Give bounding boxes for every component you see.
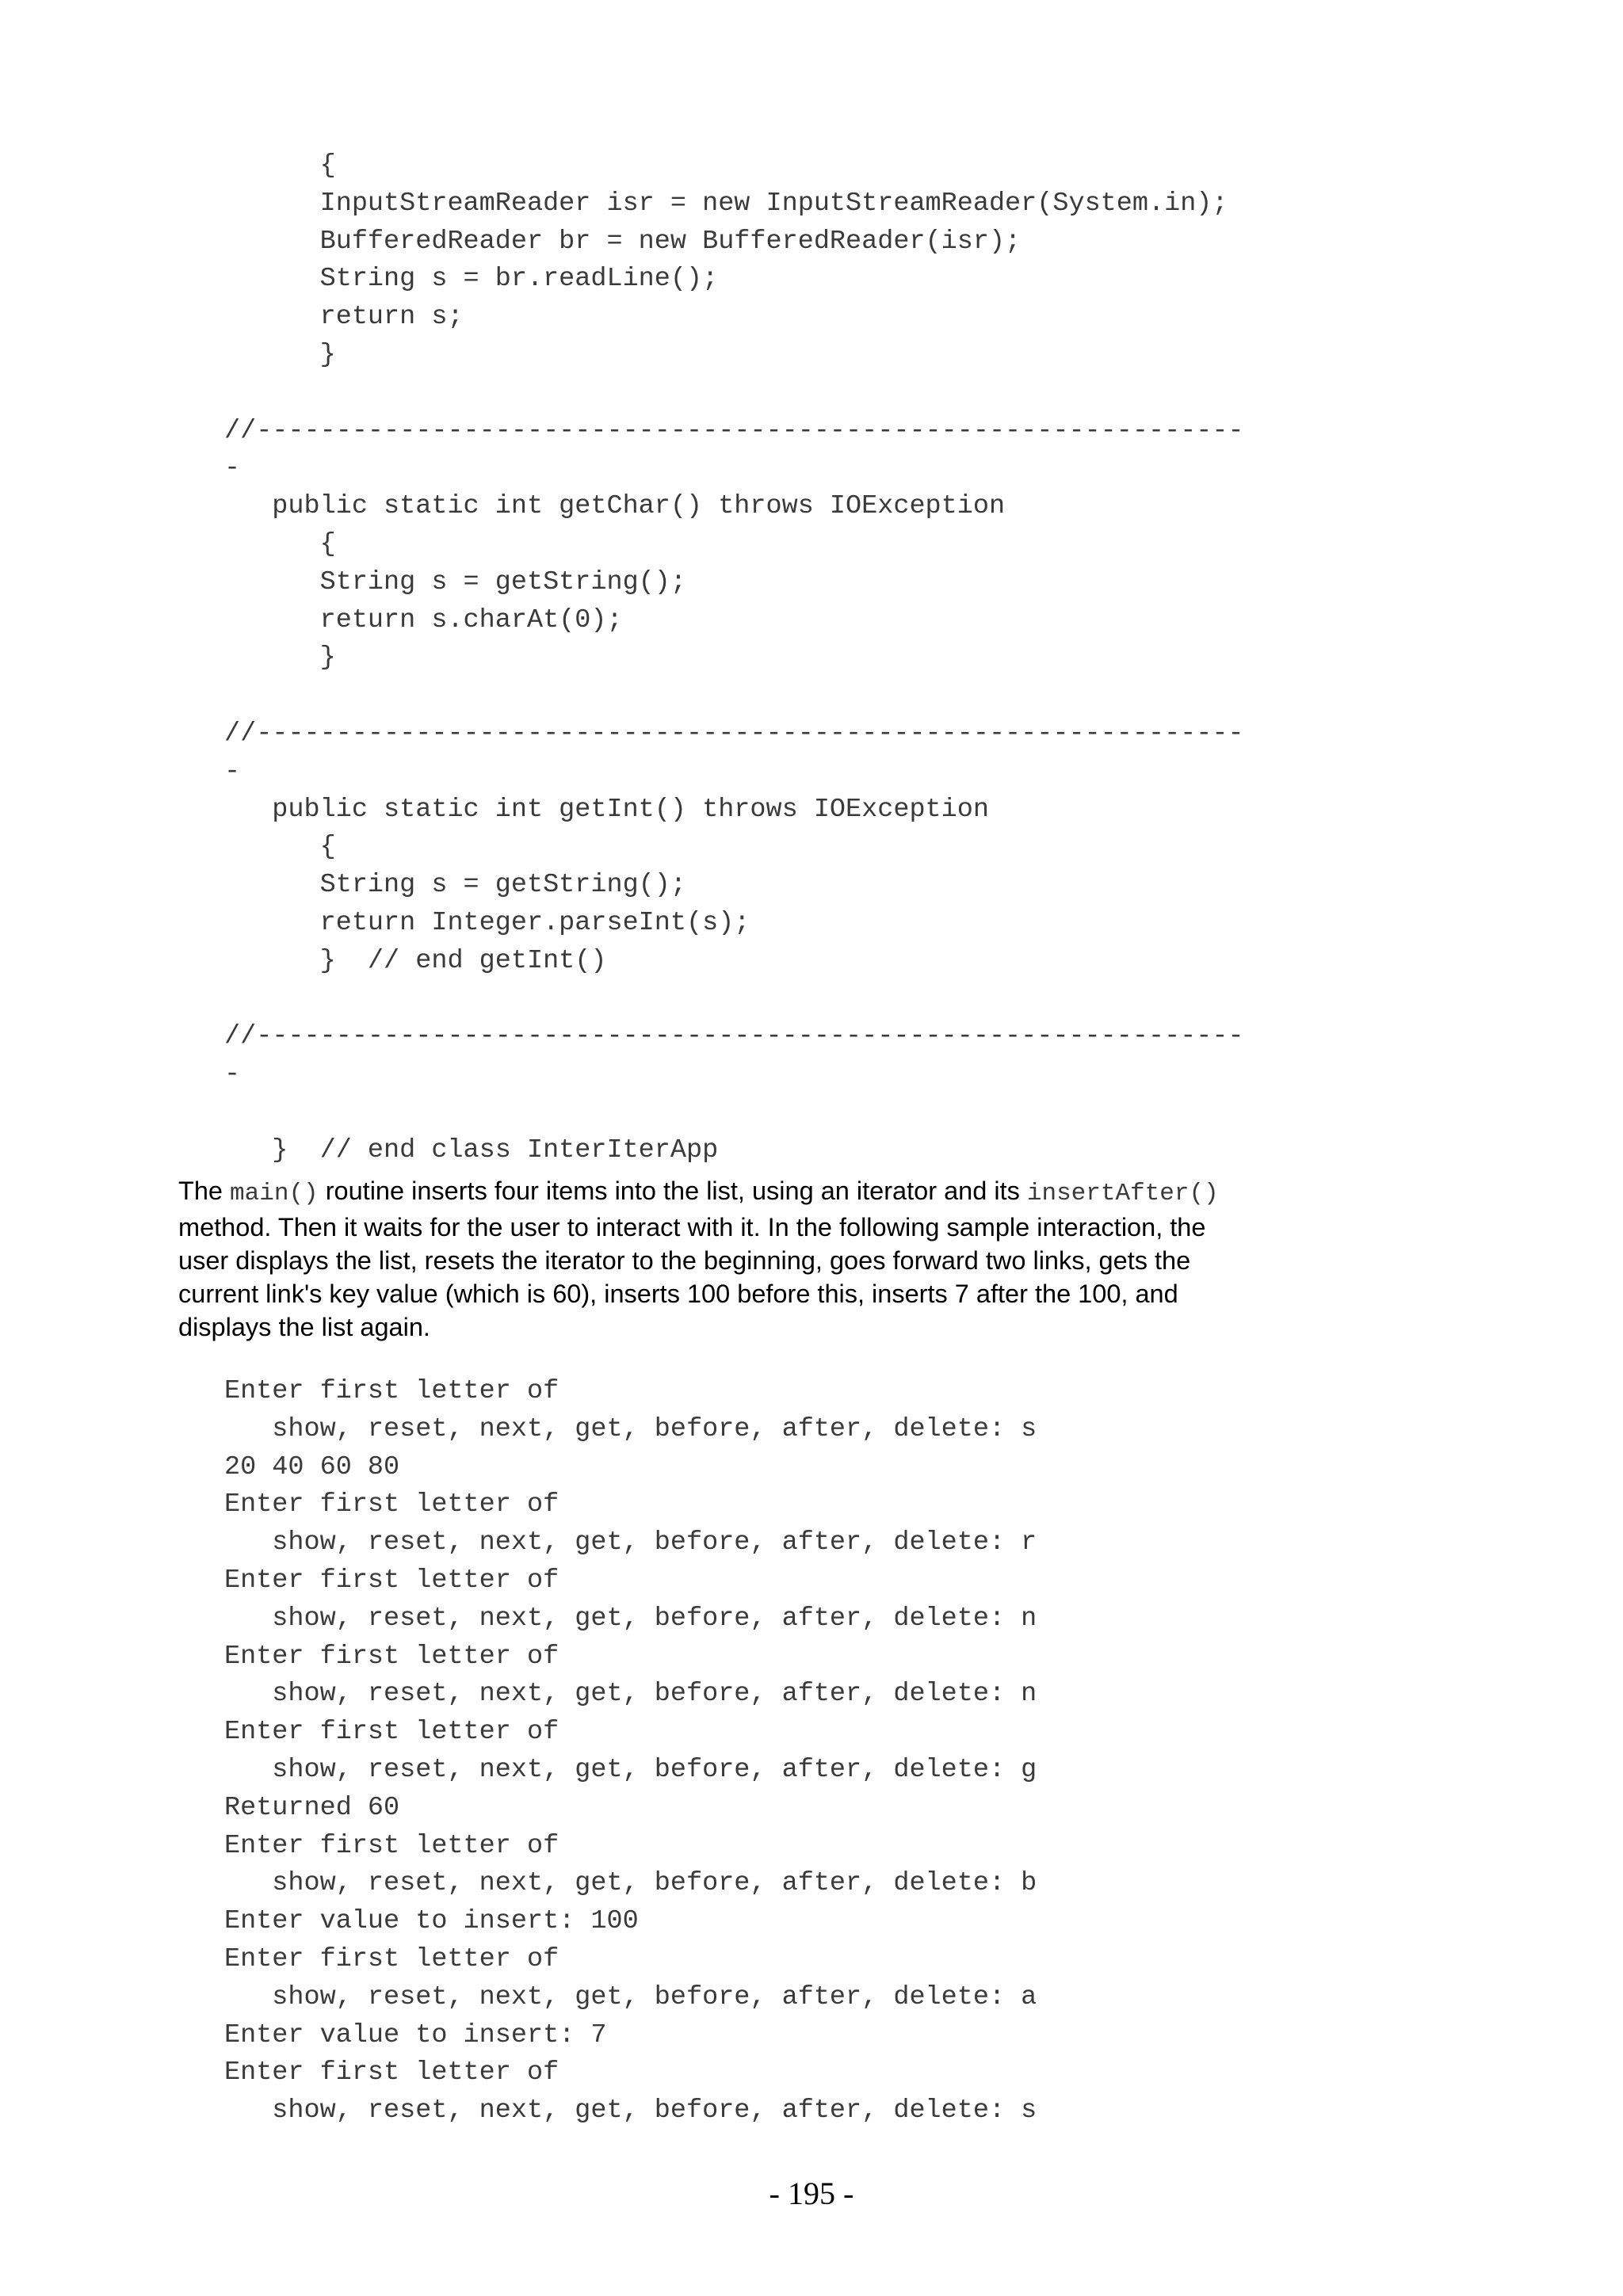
- code-line: [224, 981, 1244, 1019]
- code-line: [224, 375, 1244, 413]
- code-line: String s = br.readLine();: [224, 264, 719, 295]
- session-line: Enter first letter of: [224, 1943, 559, 1974]
- code-line: [224, 1094, 1244, 1132]
- paragraph-text-1: The: [178, 1177, 231, 1205]
- code-line: -: [224, 756, 241, 787]
- code-line: {: [224, 528, 336, 559]
- code-line: -: [224, 453, 241, 484]
- sample-session-output: [224, 1373, 1037, 2130]
- session-line: Enter value to insert: 7: [224, 2019, 607, 2050]
- code-line: //--------------------------------------------------------------: [224, 1021, 1244, 1052]
- session-line: show, reset, next, get, before, after, delete: s: [224, 1413, 1037, 1444]
- session-line: Enter first letter of: [224, 1717, 559, 1748]
- session-line: show, reset, next, get, before, after, delete: r: [224, 1527, 1037, 1558]
- code-line: } // end class InterIterApp: [224, 1135, 719, 1165]
- code-line: return s;: [224, 302, 464, 333]
- code-listing: [224, 147, 1244, 1170]
- session-line: show, reset, next, get, before, after, delete: n: [224, 1679, 1037, 1710]
- session-line: 20 40 60 80: [224, 1451, 400, 1482]
- session-line: show, reset, next, get, before, after, delete: g: [224, 1754, 1037, 1785]
- code-line: return s.charAt(0);: [224, 605, 623, 635]
- inline-code-main: main(): [230, 1180, 319, 1207]
- code-line: public static int getInt() throws IOException: [224, 794, 989, 825]
- code-line: } // end getInt(): [224, 945, 607, 976]
- code-line: -: [224, 1059, 241, 1090]
- session-line: Enter first letter of: [224, 1830, 559, 1861]
- code-line: }: [224, 643, 336, 673]
- session-line: Returned 60: [224, 1792, 400, 1823]
- paragraph-text-3: method. Then it waits for the user to interact with it. In the following sample interaction, the user displays the list, resets the iterator to the beginning, goes forward two links, gets the current link's key value (which is 60), inserts 100 before this, inserts 7 after the 100, and displays the list again.: [178, 1213, 1206, 1341]
- session-line: Enter first letter of: [224, 1565, 559, 1596]
- session-line: show, reset, next, get, before, after, delete: a: [224, 1981, 1037, 2012]
- session-line: Enter first letter of: [224, 1489, 559, 1520]
- paragraph-text-2: routine inserts four items into the list, using an iterator and its: [318, 1177, 1027, 1205]
- session-line: Enter first letter of: [224, 2058, 559, 2088]
- code-line: String s = getString();: [224, 566, 686, 597]
- code-line: String s = getString();: [224, 870, 686, 901]
- page-number: - 195 -: [769, 2176, 854, 2211]
- session-line: Enter value to insert: 100: [224, 1906, 639, 1937]
- body-paragraph: [178, 1174, 1256, 1344]
- code-line: public static int getChar() throws IOException: [224, 491, 1006, 522]
- code-line: {: [224, 832, 336, 863]
- session-line: Enter first letter of: [224, 1376, 559, 1406]
- code-line: [224, 677, 1244, 715]
- session-line: show, reset, next, get, before, after, delete: b: [224, 1868, 1037, 1899]
- code-line: }: [224, 339, 336, 370]
- code-line: //--------------------------------------------------------------: [224, 415, 1244, 446]
- code-line: {: [224, 151, 336, 181]
- code-line: InputStreamReader isr = new InputStreamReader(System.in);: [224, 188, 1228, 219]
- inline-code-insertafter: insertAfter(): [1026, 1180, 1219, 1207]
- code-line: //--------------------------------------------------------------: [224, 718, 1244, 749]
- session-line: show, reset, next, get, before, after, delete: s: [224, 2096, 1037, 2126]
- code-line: return Integer.parseInt(s);: [224, 907, 750, 938]
- code-line: BufferedReader br = new BufferedReader(isr);: [224, 226, 1022, 257]
- session-line: Enter first letter of: [224, 1641, 559, 1672]
- session-line: show, reset, next, get, before, after, delete: n: [224, 1603, 1037, 1634]
